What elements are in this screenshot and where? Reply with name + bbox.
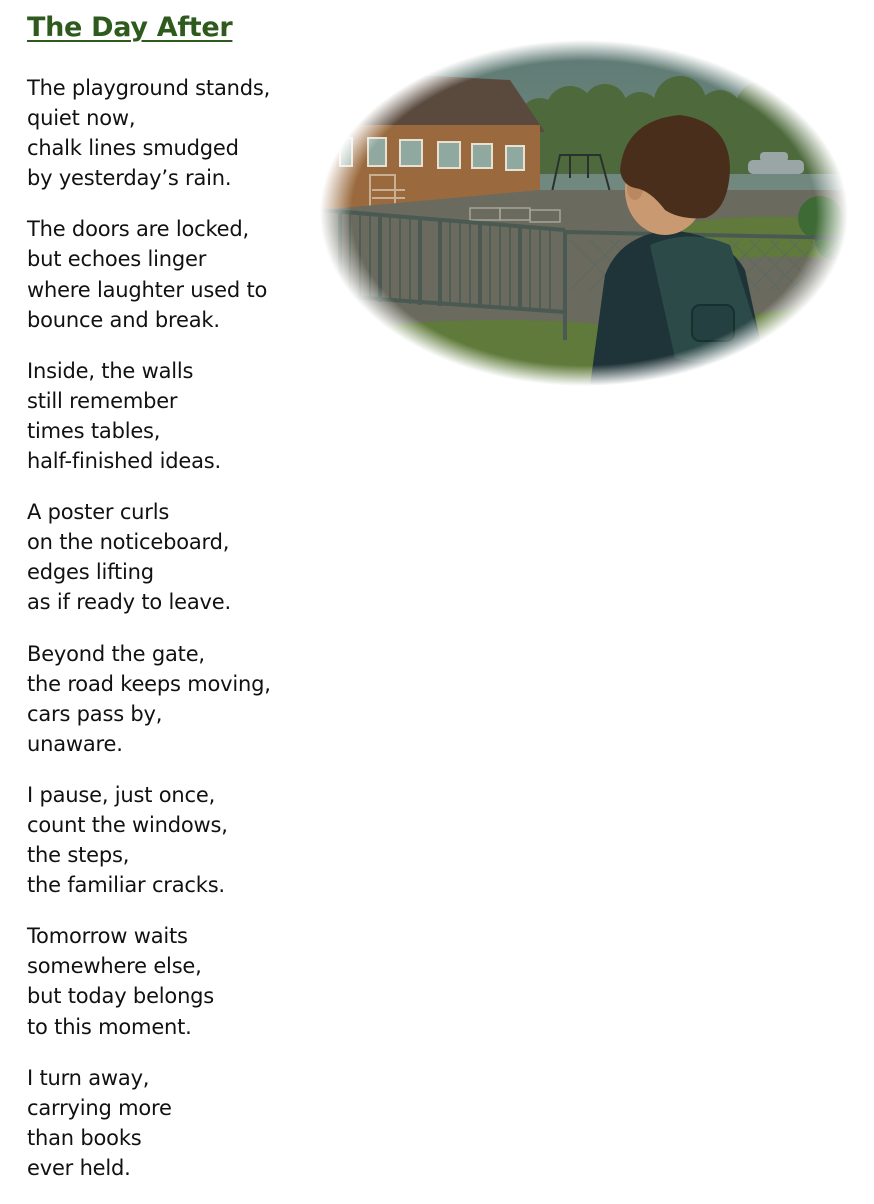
stanza bbox=[27, 639, 317, 759]
poem-line: somewhere else, bbox=[27, 954, 202, 979]
poem-line: but echoes linger bbox=[27, 247, 207, 272]
poem-line: I turn away, bbox=[27, 1065, 150, 1090]
poem-line: on the noticeboard, bbox=[27, 530, 230, 555]
poem-line: Inside, the walls bbox=[27, 358, 194, 383]
poem-line: quiet now, bbox=[27, 106, 136, 131]
poem-line: chalk lines smudged bbox=[27, 136, 239, 161]
poem-line: cars pass by, bbox=[27, 701, 163, 726]
poem-line: Tomorrow waits bbox=[27, 924, 188, 949]
poem-title: The Day After bbox=[27, 12, 233, 43]
poem-line: The doors are locked, bbox=[27, 217, 250, 242]
poem-line: times tables, bbox=[27, 418, 161, 443]
poem-line: than books bbox=[27, 1125, 142, 1150]
poem-line: bounce and break. bbox=[27, 307, 220, 332]
poem-line: as if ready to leave. bbox=[27, 590, 231, 615]
poem-line: half-finished ideas. bbox=[27, 449, 221, 474]
poem-line: carrying more bbox=[27, 1095, 172, 1120]
poem-line: A poster curls bbox=[27, 500, 170, 525]
poem-line: The playground stands, bbox=[27, 76, 271, 100]
poem-line: edges lifting bbox=[27, 560, 154, 585]
stanza bbox=[27, 1063, 317, 1183]
poem-line: I pause, just once, bbox=[27, 782, 216, 807]
poem-line: count the windows, bbox=[27, 812, 228, 837]
poem-line: still remember bbox=[27, 388, 178, 413]
poem-line: the steps, bbox=[27, 843, 130, 868]
poem-line: where laughter used to bbox=[27, 277, 268, 302]
stanza bbox=[27, 73, 317, 193]
stanza bbox=[27, 214, 317, 334]
poem-line: unaware. bbox=[27, 731, 123, 756]
stanza bbox=[27, 780, 317, 900]
stanza bbox=[27, 497, 317, 617]
poem-line: Beyond the gate, bbox=[27, 641, 205, 666]
poem-body bbox=[27, 73, 317, 1204]
stanza bbox=[27, 356, 317, 476]
schoolyard-illustration bbox=[320, 40, 848, 386]
poem-line: but today belongs bbox=[27, 984, 215, 1009]
poem-line: by yesterday’s rain. bbox=[27, 166, 232, 191]
poem-line: the familiar cracks. bbox=[27, 873, 225, 898]
stanza bbox=[27, 921, 317, 1041]
poem-line: to this moment. bbox=[27, 1014, 192, 1039]
poem-line: ever held. bbox=[27, 1155, 131, 1180]
poem-line: the road keeps moving, bbox=[27, 671, 271, 696]
